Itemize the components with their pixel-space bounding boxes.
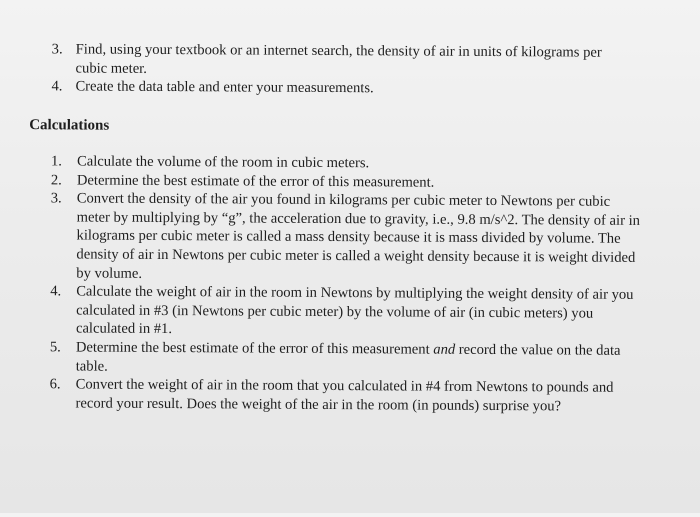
item-text: Calculate the volume of the room in cubic meters. [76, 153, 370, 172]
item-text-italic: and [433, 341, 456, 358]
item-text: Convert the density of the air you found in kilograms per cubic meter to Newtons per cubic meter by multiplying by “g”, the acceleration due to gravity, i.e., 9.8 m/s^2. The density of air in kilograms per cubic meter is called a mass density because it is mass divided by volume. The density of air in Newtons per cubic meter is called a weight density because it is weight divided by volume. [76, 190, 641, 282]
list-item [52, 40, 632, 81]
list-item [50, 190, 641, 287]
item-number: 3. [50, 190, 62, 207]
item-number: 4. [50, 283, 62, 300]
calculations-list [49, 152, 641, 416]
item-text: Calculate the weight of air in the room in Newtons by multiplying the weight density of air you calculated in #3 (in Newtons per cubic meter) by the volume of air (in cubic meters) you calculated in #1. [75, 283, 634, 338]
section-heading: Calculations [29, 117, 110, 134]
item-text: Convert the weight of air in the room that you calculated in #4 from Newtons to pounds and record your result. Does the weight of the air in the room (in pounds) surprise you? [75, 376, 614, 415]
item-text: Create the data table and enter your measurements. [75, 78, 374, 97]
item-number: 4. [51, 78, 63, 95]
item-number: 2. [50, 171, 62, 188]
item-text-part: Determine the best estimate of the error of this measurement [75, 339, 434, 358]
list-item [50, 282, 640, 341]
list-item [51, 78, 631, 100]
procedure-list [51, 40, 631, 99]
list-item [49, 375, 639, 416]
list-item [50, 338, 640, 379]
item-text: Determine the best estimate of the error of this measurement. [76, 172, 435, 191]
item-number: 3. [51, 41, 63, 58]
item-text: Find, using your textbook or an internet search, the density of air in units of kilograms per cubic meter. [75, 41, 602, 77]
item-number: 1. [50, 153, 63, 170]
item-number: 5. [49, 339, 61, 356]
item-text [76, 338, 640, 379]
item-text-part: record the value on the data table. [75, 341, 621, 375]
item-number: 6. [49, 376, 61, 393]
